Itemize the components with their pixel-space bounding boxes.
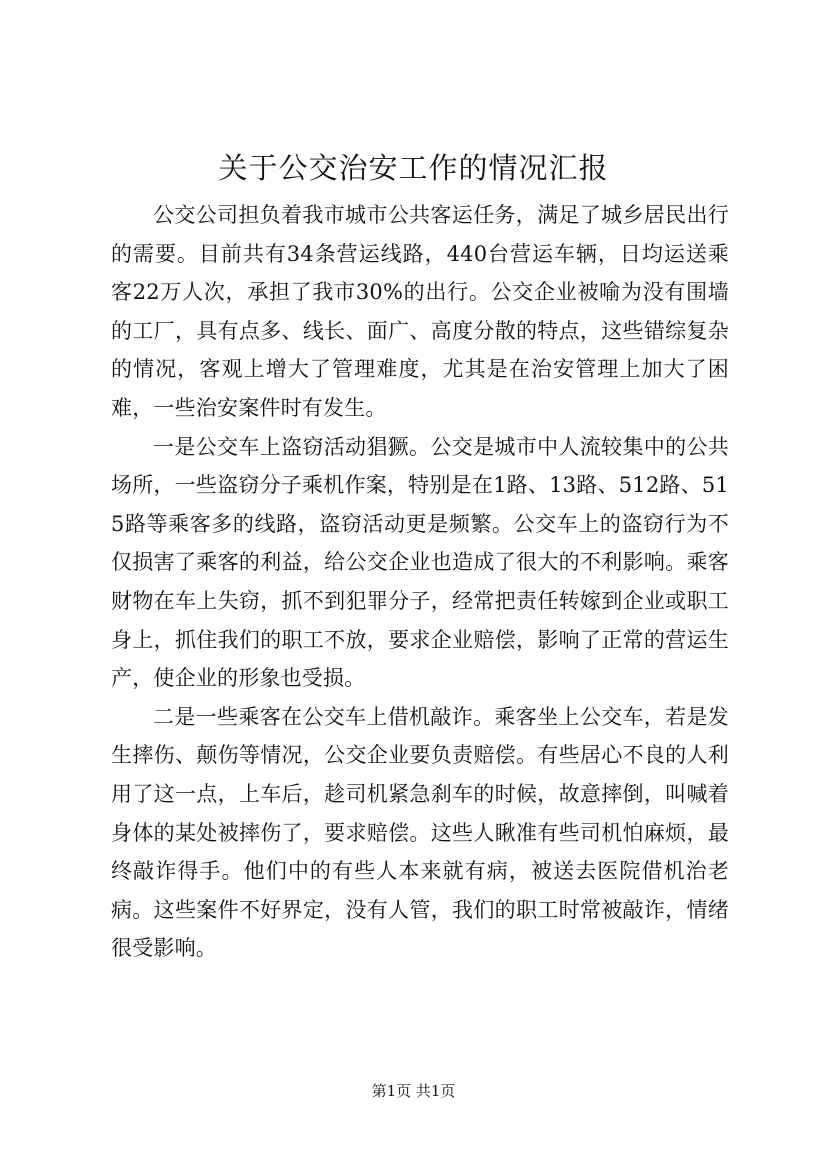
paragraph-theft: 一是公交车上盗窃活动猖獗。公交是城市中人流较集中的公共场所，一些盗窃分子乘机作案，特别是在1路、13路、512路、515路等乘客多的线路，盗窃活动更是频繁。公交车上的盗窃行为不仅损害了乘客的利益，给公交企业也造成了很大的不利影响。乘客财物在车上失窃，抓不到犯罪分子，经常把责任转嫁到企业或职工身上，抓住我们的职工不放，要求企业赔偿，影响了正常的营运生产，使企业的形象也受损。 bbox=[111, 434, 729, 691]
paragraph-intro: 公交公司担负着我市城市公共客运任务，满足了城乡居民出行的需要。目前共有34条营运线路，440台营运车辆，日均运送乘客22万人次，承担了我市30%的出行。公交企业被喻为没有围墙的工厂，具有点多、线长、面广、高度分散的特点，这些错综复杂的情况，客观上增大了管理难度，尤其是在治安管理上加大了困难，一些治安案件时有发生。 bbox=[111, 203, 729, 420]
document-body bbox=[111, 196, 729, 968]
document-title: 关于公交治安工作的情况汇报 bbox=[218, 151, 609, 185]
paragraph-extortion: 二是一些乘客在公交车上借机敲诈。乘客坐上公交车，若是发生摔伤、颠伤等情况，公交企业要负责赔偿。有些居心不良的人利用了这一点，上车后，趁司机紧急刹车的时候，故意摔倒，叫喊着身体的某处被摔伤了，要求赔偿。这些人瞅准有些司机怕麻烦，最终敲诈得手。他们中的有些人本来就有病，被送去医院借机治老病。这些案件不好界定，没有人管，我们的职工时常被敲诈，情绪很受影响。 bbox=[111, 704, 729, 961]
page-number-footer: 第1页 共1页 bbox=[371, 1082, 456, 1100]
